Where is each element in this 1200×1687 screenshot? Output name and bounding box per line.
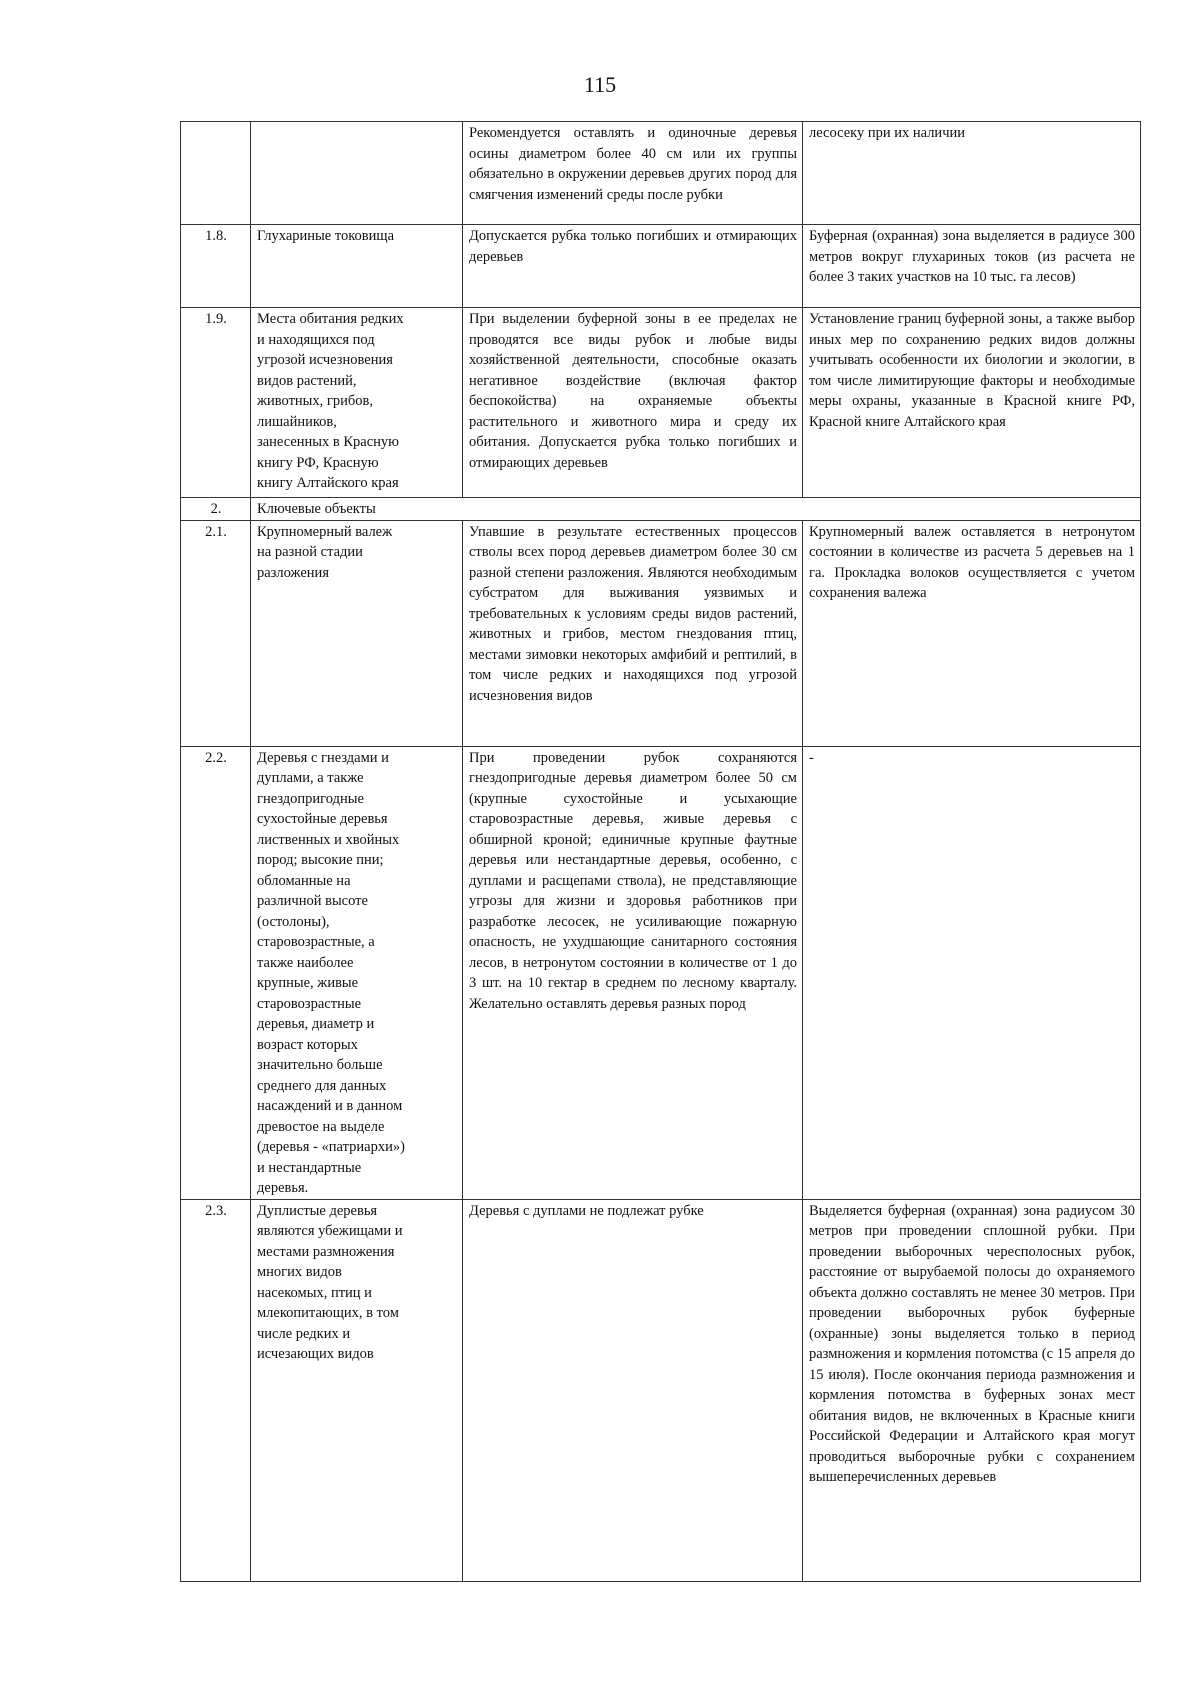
row-number: 1.8.	[181, 225, 251, 308]
table-row	[181, 1199, 1141, 1581]
table-row	[181, 520, 1141, 746]
object-cell: Дуплистые деревья являются убежищами и местами размножения многих видов насекомых, птиц и млекопитающих, в том числе редких и исчезающих видов	[251, 1199, 463, 1581]
section-number: 2.	[181, 498, 251, 521]
row-number: 2.2.	[181, 746, 251, 1199]
object-cell: Глухариные токовища	[251, 225, 463, 308]
requirements-cell: Рекомендуется оставлять и одиночные деревья осины диаметром более 40 см или их группы обязательно в окружении деревьев других пород для смягчения изменений среды после рубки	[463, 122, 803, 225]
protection-measures-table	[180, 121, 1141, 1582]
table-row	[181, 308, 1141, 498]
table-row	[181, 122, 1141, 225]
notes-cell: лесосеку при их наличии	[803, 122, 1141, 225]
row-number: 2.1.	[181, 520, 251, 746]
object-cell	[251, 122, 463, 225]
requirements-cell: При проведении рубок сохраняются гнездопригодные деревья диаметром более 50 см (крупные сухостойные и усыхающие старовозрастные деревья, живые деревья с обширной кроной; единичные крупные фаутные деревья или нестандартные деревья, особенно, с дуплами и расщепами ствола), не представляющие угрозы для жизни и здоровья работников при разработке лесосек, не усиливающие пожарную опасность, не ухудшающие санитарного состояния лесов, в нетронутом состоянии в количестве от 1 до 3 шт. на 10 гектар в среднем по лесному кварталу. Желательно оставлять деревья разных пород	[463, 746, 803, 1199]
table-row	[181, 225, 1141, 308]
section-row	[181, 498, 1141, 521]
notes-cell: -	[803, 746, 1141, 1199]
notes-cell: Крупномерный валеж оставляется в нетронутом состоянии в количестве из расчета 5 деревьев на 1 га. Прокладка волоков осуществляется с учетом сохранения валежа	[803, 520, 1141, 746]
object-cell: Крупномерный валеж на разной стадии разложения	[251, 520, 463, 746]
page-number: 115	[583, 72, 617, 97]
notes-cell: Выделяется буферная (охранная) зона радиусом 30 метров при проведении сплошной рубки. При проведении выборочных чересполосных рубок, расстояние от вырубаемой полосы до охраняемого объекта должно составлять не менее 30 метров. При проведении выборочных рубок буферные (охранные) зоны выделяется только в период размножения и кормления потомства (с 15 апреля до 15 июля). После окончания периода размножения и кормления потомства в буферных зонах мест обитания видов, не включенных в Красные книги Российской Федерации и Алтайского края могут проводиться выборочные рубки с сохранением вышеперечисленных деревьев	[803, 1199, 1141, 1581]
requirements-cell: При выделении буферной зоны в ее пределах не проводятся все виды рубок и любые виды хозяйственной деятельности, способные оказать негативное воздействие (включая фактор беспокойства) на охраняемые объекты растительного и животного мира и среду их обитания. Допускается рубка только погибших и отмирающих деревьев	[463, 308, 803, 498]
section-title: Ключевые объекты	[251, 498, 1141, 521]
row-number	[181, 122, 251, 225]
notes-cell: Установление границ буферной зоны, а также выбор иных мер по сохранению редких видов должны учитывать особенности их биологии и экологии, в том числе лимитирующие факторы и необходимые меры охраны, указанные в Красной книге РФ, Красной книге Алтайского края	[803, 308, 1141, 498]
object-cell: Места обитания редких и находящихся под угрозой исчезновения видов растений, животных, грибов, лишайников, занесенных в Красную книгу РФ, Красную книгу Алтайского края	[251, 308, 463, 498]
table-row	[181, 746, 1141, 1199]
requirements-cell: Упавшие в результате естественных процессов стволы всех пород деревьев диаметром более 30 см разной степени разложения. Являются необходимым субстратом для выживания уязвимых и требовательных к условиям среды видов растений, животных и грибов, местом гнездования птиц, местами зимовки некоторых амфибий и рептилий, в том числе редких и находящихся под угрозой исчезновения видов	[463, 520, 803, 746]
notes-cell: Буферная (охранная) зона выделяется в радиусе 300 метров вокруг глухариных токов (из расчета не более 3 таких участков на 10 тыс. га лесов)	[803, 225, 1141, 308]
row-number: 1.9.	[181, 308, 251, 498]
requirements-cell: Деревья с дуплами не подлежат рубке	[463, 1199, 803, 1581]
requirements-cell: Допускается рубка только погибших и отмирающих деревьев	[463, 225, 803, 308]
row-number: 2.3.	[181, 1199, 251, 1581]
object-cell: Деревья с гнездами и дуплами, а также гнездопригодные сухостойные деревья лиственных и хвойных пород; высокие пни; обломанные на различной высоте (остолоны), старовозрастные, а также наиболее крупные, живые старовозрастные деревья, диаметр и возраст которых значительно больше среднего для данных насаждений и в данном древостое на выделе (деревья - «патриархи») и нестандартные деревья.	[251, 746, 463, 1199]
